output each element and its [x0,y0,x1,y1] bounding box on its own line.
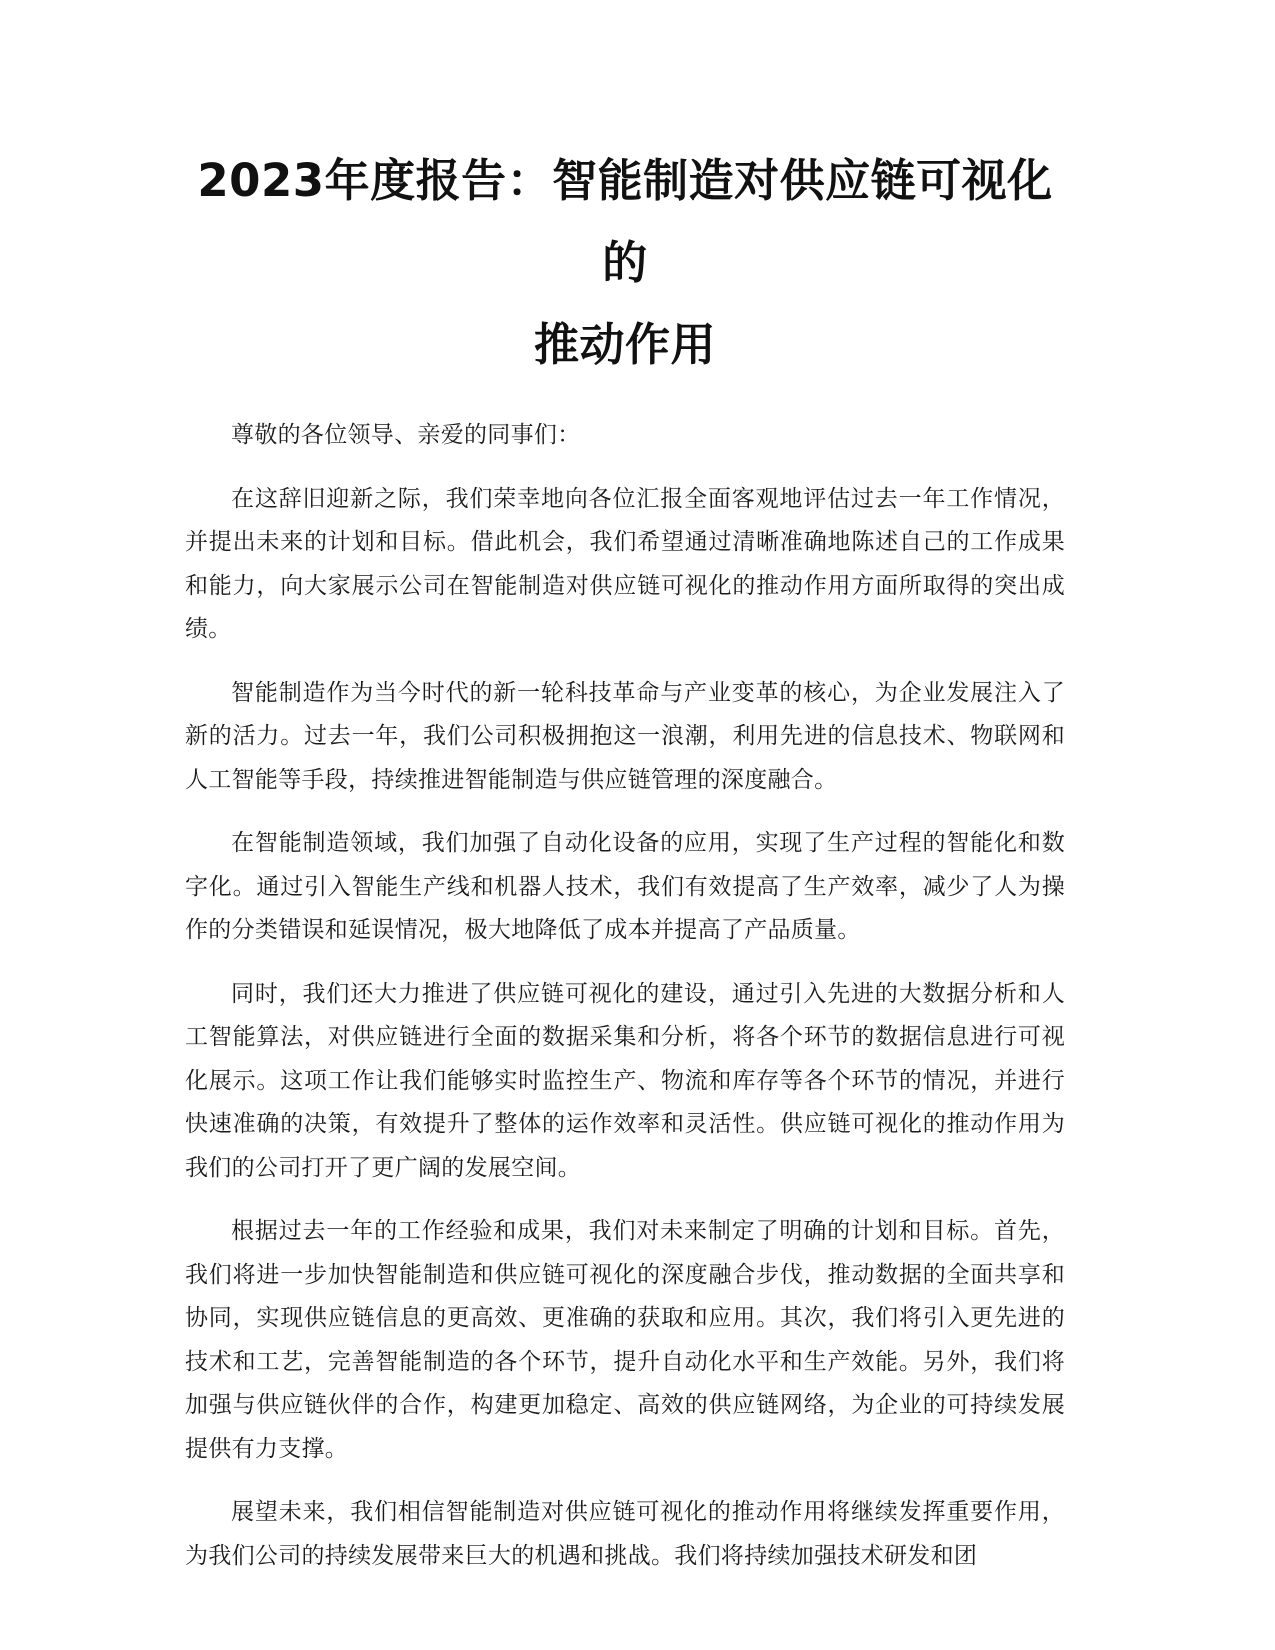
document-title-line-2: 推动作用 [533,318,716,371]
intro-paragraph: 在这辞旧迎新之际，我们荣幸地向各位汇报全面客观地评估过去一年工作情况，并提出未来的计划和目标。借此机会，我们希望通过清晰准确地陈述自己的工作成果和能力，向大家展示公司在智能制造对供应链可视化的推动作用方面所取得的突出成绩。 [185,485,1065,642]
salutation-paragraph: 尊敬的各位领导、亲爱的同事们： [231,422,581,448]
document-body [185,414,1065,1578]
document-title [185,140,1065,386]
outlook-paragraph: 展望未来，我们相信智能制造对供应链可视化的推动作用将继续发挥重要作用，为我们公司的持续发展带来巨大的机遇和挑战。我们将持续加强技术研发和团 [185,1499,1065,1569]
automation-paragraph: 在智能制造领域，我们加强了自动化设备的应用，实现了生产过程的智能化和数字化。通过引入智能生产线和机器人技术，我们有效提高了生产效率，减少了人为操作的分类错误和延误情况，极大地降低了成本并提高了产品质量。 [185,830,1065,943]
document-title-line-1: 2023年度报告：智能制造对供应链可视化的 [197,154,1053,289]
supply-chain-visibility-paragraph: 同时，我们还大力推进了供应链可视化的建设，通过引入先进的大数据分析和人工智能算法，对供应链进行全面的数据采集和分析，将各个环节的数据信息进行可视化展示。这项工作让我们能够实时监控生产、物流和库存等各个环节的情况，并进行快速准确的决策，有效提升了整体的运作效率和灵活性。供应链可视化的推动作用为我们的公司打开了更广阔的发展空间。 [185,980,1065,1181]
plans-paragraph: 根据过去一年的工作经验和成果，我们对未来制定了明确的计划和目标。首先，我们将进一步加快智能制造和供应链可视化的深度融合步伐，推动数据的全面共享和协同，实现供应链信息的更高效、更准确的获取和应用。其次，我们将引入更先进的技术和工艺，完善智能制造的各个环节，提升自动化水平和生产效能。另外，我们将加强与供应链伙伴的合作，构建更加稳定、高效的供应链网络，为企业的可持续发展提供有力支撑。 [185,1218,1065,1462]
smart-manufacturing-paragraph: 智能制造作为当今时代的新一轮科技革命与产业变革的核心，为企业发展注入了新的活力。过去一年，我们公司积极拥抱这一浪潮，利用先进的信息技术、物联网和人工智能等手段，持续推进智能制造与供应链管理的深度融合。 [185,679,1065,793]
